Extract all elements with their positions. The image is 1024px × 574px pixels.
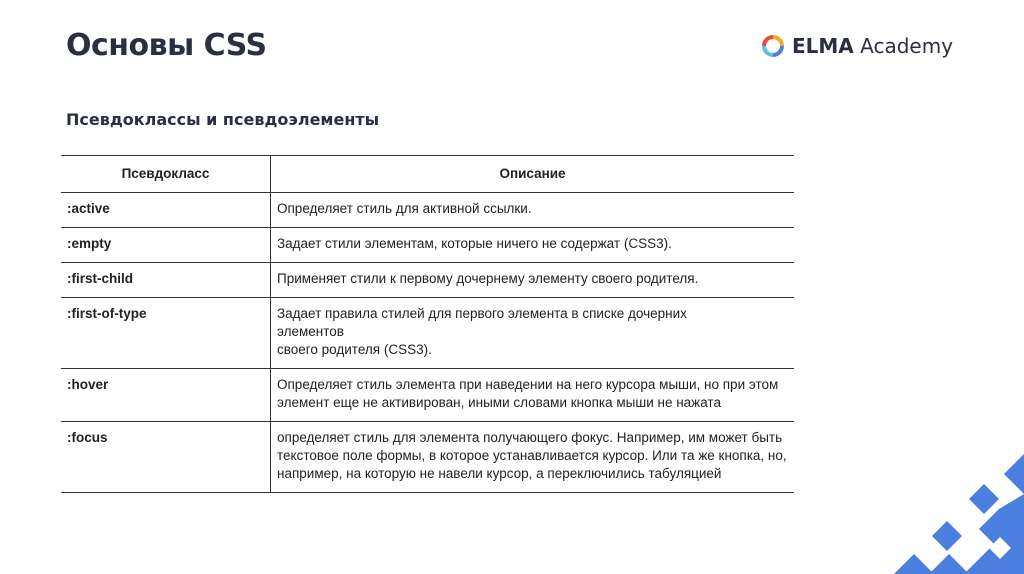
- pseudoclass-name: :hover: [61, 369, 271, 422]
- diamond-shape: [894, 554, 934, 574]
- pseudoclass-description: Применяет стили к первому дочернему элементу своего родителя.: [271, 263, 795, 298]
- diamond-shape: [932, 521, 962, 551]
- pseudoclass-name: :first-of-type: [61, 298, 271, 369]
- decorative-diamonds: [874, 434, 1024, 574]
- pseudoclass-description: Определяет стиль для активной ссылки.: [271, 193, 795, 228]
- pseudoclass-name: :empty: [61, 228, 271, 263]
- pseudoclass-description: Определяет стиль элемента при наведении на него курсора мыши, но при этом элемент еще не активирован, иными словами кнопка мыши не нажата: [271, 369, 795, 422]
- table-row: [61, 422, 794, 493]
- logo-brand: ELMA: [792, 34, 854, 58]
- table-row: [61, 263, 794, 298]
- table-row: [61, 228, 794, 263]
- section-subtitle: Псевдоклассы и псевдоэлементы: [66, 110, 380, 129]
- column-header: Псевдокласс: [61, 156, 271, 193]
- pseudoclass-description: Задает правила стилей для первого элемента в списке дочерних элементов своего родителя (CSS3).: [271, 298, 795, 369]
- page-title: Основы CSS: [66, 28, 267, 63]
- diamond-shape: [1004, 454, 1024, 494]
- logo-suffix: Academy: [860, 34, 954, 58]
- column-header: Описание: [271, 156, 795, 193]
- pseudoclass-name: :focus: [61, 422, 271, 493]
- pseudoclass-name: :first-child: [61, 263, 271, 298]
- diamond-shape: [969, 484, 999, 514]
- elma-academy-logo: [762, 34, 953, 58]
- pseudoclass-table: [61, 155, 794, 493]
- table-row: [61, 193, 794, 228]
- diamond-shape: [929, 554, 969, 574]
- diamond-shape: [964, 494, 1024, 574]
- pseudoclass-description: определяет стиль для элемента получающего фокус. Например, им может быть текстовое поле формы, в которое устанавливается курсор. Или та же кнопка, но, например, на которую не навели курсор, а переключились табуляцией: [271, 422, 795, 493]
- pseudoclass-description: Задает стили элементам, которые ничего не содержат (CSS3).: [271, 228, 795, 263]
- table-row: [61, 298, 794, 369]
- table-row: [61, 369, 794, 422]
- pseudoclass-name: :active: [61, 193, 271, 228]
- logo-ring-icon: [762, 35, 784, 57]
